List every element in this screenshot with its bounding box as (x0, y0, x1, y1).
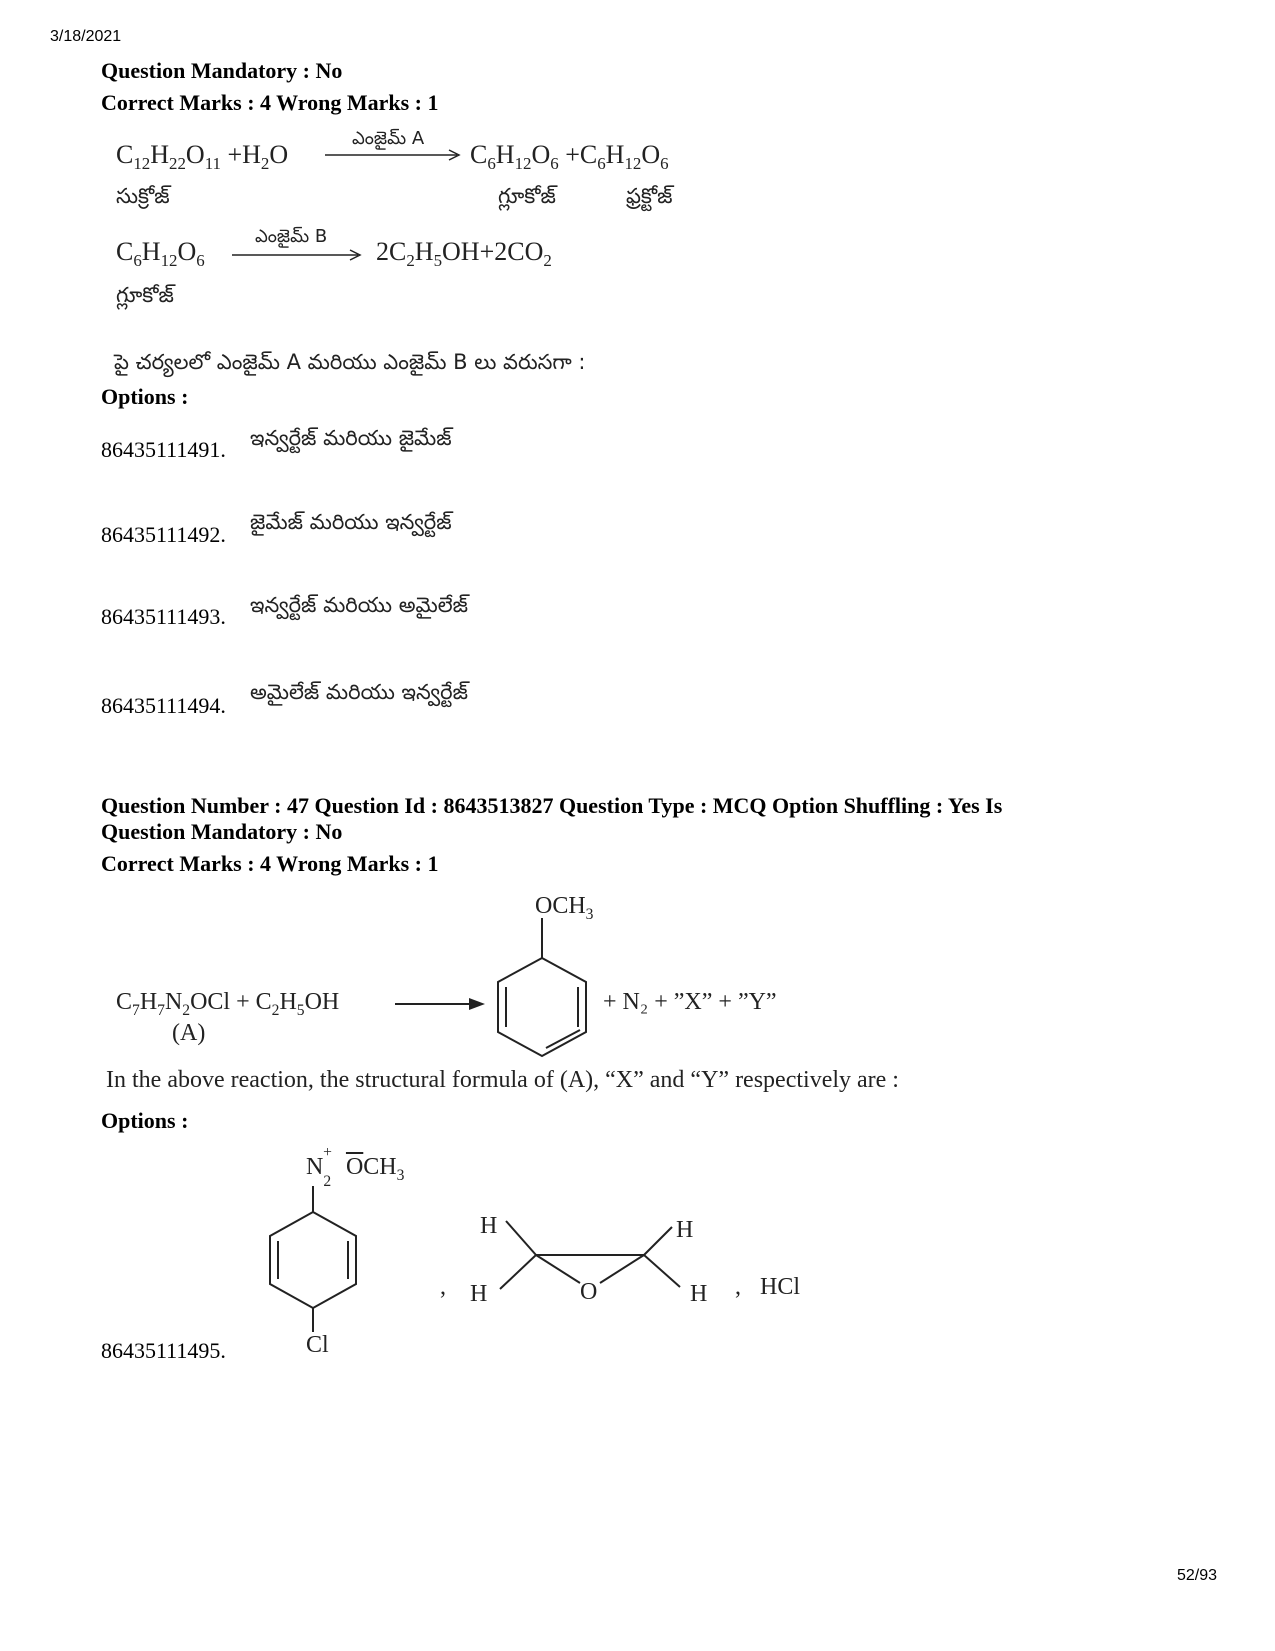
option-id: 86435111491. (101, 437, 226, 462)
sucrose-label: సుక్రోజ్ (116, 184, 170, 208)
page-number: 52/93 (1177, 1567, 1218, 1584)
comma: , (440, 1274, 446, 1300)
enzyme-b-label: ఎంజైమ్ B (255, 226, 328, 247)
reactant-formula: $C_7H_7N_2OCl + C_2H_5OH$ (116, 989, 340, 1019)
arrow-3 (395, 996, 487, 1012)
svg-text:H: H (676, 1217, 694, 1243)
svg-text:H: H (480, 1213, 498, 1239)
eq1-right: $C_6H_{12}O_6 +C_6H_{12}O_6$ (470, 140, 669, 174)
svg-text:O: O (580, 1279, 598, 1305)
option-id: 86435111493. (101, 604, 226, 629)
eq2-right: $2C_2H_5OH+2CO_2$ (376, 237, 552, 271)
print-date: 3/18/2021 (50, 28, 122, 45)
cl-label: Cl (306, 1332, 329, 1358)
products: + N₂ + ”X” + ”Y” (603, 989, 777, 1015)
q46-mandatory: Question Mandatory : No (101, 58, 343, 83)
diazonium-label: $N_2^+$ $\overline{O}CH_3$ (306, 1144, 405, 1190)
chlorobenzene-ring (258, 1186, 368, 1334)
label-a: (A) (172, 1020, 206, 1046)
option-id: 86435111494. (101, 693, 226, 718)
hcl-label: HCl (760, 1274, 801, 1300)
q47-mandatory: Question Mandatory : No (101, 819, 343, 844)
eq2-left: $C_6H_{12}O_6$ (116, 237, 205, 271)
svg-text:H: H (690, 1281, 708, 1307)
q47-question: In the above reaction, the structural formula of (A), “X” and “Y” respectively are : (106, 1067, 899, 1093)
glucose-label: గ్లూకోజ్ (498, 184, 556, 208)
och3-label: $OCH_3$ (535, 893, 594, 923)
eq1-left: $C_{12}H_{22}O_{11} +H_2O$ (116, 140, 289, 174)
arrow-2 (232, 248, 367, 262)
q46-question: పై చర్యలలో ఎంజైమ్ A మరియు ఎంజైమ్ B లు వరుసగా : (114, 350, 586, 374)
svg-text:H: H (470, 1281, 488, 1307)
ethylene-oxide (470, 1205, 740, 1310)
q47-marks: Correct Marks : 4 Wrong Marks : 1 (101, 851, 439, 876)
q47-options-label: Options : (101, 1108, 189, 1133)
fructose-label: ఫ్రక్టోజ్ (626, 184, 673, 208)
anisole-ring (480, 918, 610, 1058)
option-id: 86435111495. (101, 1338, 226, 1363)
glucose-label-2: గ్లూకోజ్ (116, 283, 174, 307)
enzyme-a-label: ఎంజైమ్ A (352, 128, 425, 149)
q46-marks: Correct Marks : 4 Wrong Marks : 1 (101, 90, 439, 115)
option-text: జైమేజ్ మరియు ఇన్వర్టేజ్ (250, 510, 452, 534)
option-text: ఇన్వర్టేజ్ మరియు జైమేజ్ (250, 426, 452, 450)
q47-header: Question Number : 47 Question Id : 8643513827 Question Type : MCQ Option Shuffling : Yes Is (101, 793, 1003, 818)
option-text: ఇన్వర్టేజ్ మరియు అమైలేజ్ (250, 593, 468, 617)
comma-2: , (735, 1274, 741, 1300)
option-text: అమైలేజ్ మరియు ఇన్వర్టేజ్ (250, 680, 468, 704)
option-id: 86435111492. (101, 522, 226, 547)
q46-options-label: Options : (101, 384, 189, 409)
arrow-1 (325, 148, 465, 162)
